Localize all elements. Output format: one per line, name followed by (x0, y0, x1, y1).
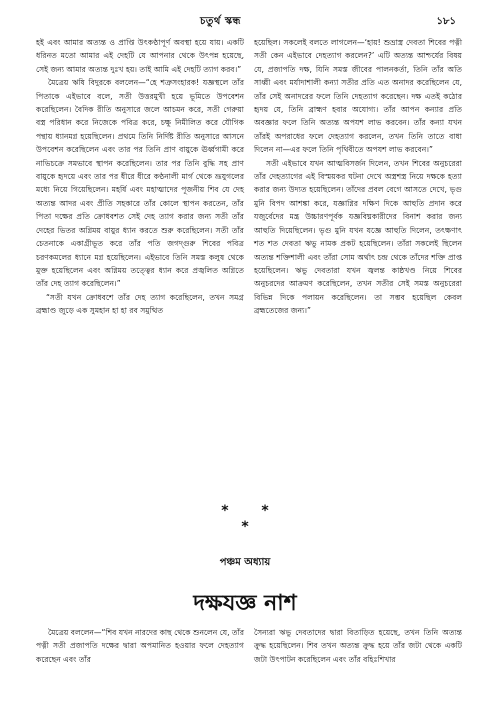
running-title: চতুর্থ স্কন্ধ (200, 16, 241, 27)
paragraph: মৈত্রেয় বললেন—“শিব যখন নারদের কাছ থেকে শুনলেন যে, তাঁর পত্নী সতী প্রজাপতি দক্ষের দ্বারা অপমানিত হওয়ার ফলে দেহত্যাগ করেছেন এবং তাঁর (36, 628, 245, 664)
chapter-left-column (36, 626, 244, 666)
page-number: ১৮১ (436, 16, 456, 27)
left-column (36, 36, 244, 318)
paragraph: হই এবং আমার অত্যন্ত ও প্রাপ্তি উৎকণ্ঠাপূর্ণ অবস্থা হয়ে যায়। একটি ধরিনত মতো আমার এই দেহটি যে আপনার থেকে উৎপন্ন হয়েছে, সেই জন্য আমার অত্যন্ত দুঃখ হয়। তাই আমি এই দেহটি ত্যাগ করব।” (36, 38, 244, 74)
paragraph: সতী এইভাবে যখন আত্মবিসর্জন দিলেন, তখন শিবের অনুচরেরা তাঁর দেহত্যাগের এই বিস্ময়কর ঘটনা দেখে অস্ত্রশস্ত্র নিয়ে দক্ষকে হত্যা করার জন্য উদ্যত হয়েছিলেন। তাঁদের প্রবল বেগে আসতে দেখে, ভৃগু মুনি বিপদ আশঙ্কা করে, যজ্ঞাগ্নির দক্ষিণ দিকে আহুতি প্রদান করে যজুর্বেদের মন্ত্র উচ্চারণপূর্বক যজ্ঞবিঘ্নকারীদের বিনাশ করার জন্য আহুতি দিয়েছিলেন। ভৃগু মুনি যখন যজ্ঞে আহুতি দিলেন, তৎক্ষণাৎ শত শত দেবতা ঋভু নামক প্রকট হয়েছিলেন। তাঁরা সকলেই ছিলেন অত্যন্ত শক্তিশালী এবং তাঁরা সোম অর্থাৎ চন্দ্র থেকে তাঁদের শক্তি প্রাপ্ত হয়েছিলেন। ঋভু দেবতারা যখন জ্বলন্ত কাষ্ঠখণ্ড নিয়ে শিবের অনুচরদের আক্রমণ করেছিলেন, তখন সতীর সেই সমস্ত অনুচরেরা বিভিন্ন দিকে পলায়ন করেছিলেন। তা সম্ভব হয়েছিল কেবল ব্রহ্মতেজের জন্য।” (254, 158, 462, 316)
chapter-right-column (254, 626, 462, 666)
running-header (0, 14, 490, 30)
section-ornament: * * * (221, 503, 283, 535)
paragraph: “সতী যখন ক্রোধবশে তাঁর দেহ ত্যাগ করেছিলেন, তখন সমগ্র ব্রহ্মাণ্ড জুড়ে এক সুমহান হা হা রব সমুত্থিত (36, 292, 244, 316)
chapter-title: দক্ষযজ্ঞ নাশ (193, 591, 297, 616)
paragraph: মৈত্রেয় ঋষি বিদুরকে বললেন—“হে শত্রুসংহারক! যজ্ঞস্থলে তাঁর পিতাকে এইভাবে বলে, সতী উত্তরমুখী হয়ে ভূমিতে উপবেশন করেছিলেন। বৈদিক রীতি অনুসারে জলে আচমন করে, সতী গেরুয়া বস্ত্র পরিধান করে নিজেকে পবিত্র করে, চক্ষু নিমীলিত করে যৌগিক পন্থায় ধ্যানমগ্ন হয়েছিলেন। প্রথমে তিনি নির্দিষ্ট রীতি অনুসারে আসনে উপবেশন করেছিলেন এবং তার পর তিনি প্রাণ বায়ুকে ঊর্ধ্বগামী করে নাভিচক্রে সমভাবে স্থাপন করেছিলেন। তার পর তিনি বুদ্ধি সহ প্রাণ বায়ুকে হৃদয়ে এবং তার পর ধীরে ধীরে কণ্ঠনালী মার্গ থেকে ভ্রূযুগলের মধ্যে নিয়ে গিয়েছিলেন। মহর্ষি এবং মহাত্মাদের পূজনীয় শিব যে দেহ অত্যন্ত আদর এবং প্রীতি সহকারে তাঁর কোলে স্থাপন করতেন, তাঁর পিতা দক্ষের প্রতি ক্রোধবশত সেই দেহ ত্যাগ করার জন্য সতী তাঁর দেহের ভিতর অগ্নিময় বায়ুর ধ্যান করতে শুরু করেছিলেন। সতী তাঁর চেতনাকে একাগ্রীভূত করে তাঁর পতি জগদ্গুরু শিবের পবিত্র চরণকমলের ধ্যানে মগ্ন হয়েছিলেন। এইভাবে তিনি সমস্ত কলুষ থেকে মুক্ত হয়েছিলেন এবং অগ্নিময় তত্ত্বের ধ্যান করে প্রজ্বলিত অগ্নিতে তাঁর দেহ ত্যাগ করেছিলেন।” (36, 78, 244, 289)
paragraph: সৈন্যরা ঋভু দেবতাদের দ্বারা বিতাড়িত হয়েছে, তখন তিনি অত্যন্ত ক্রুদ্ধ হয়েছিলেন। শিব তখন অত্যন্ত ক্রুদ্ধ হয়ে তাঁর জটা থেকে একটি জটা উৎপাটন করেছিলেন এবং তাঁর বহিঃশিখার (254, 628, 462, 664)
right-column (254, 36, 462, 318)
chapter-number: পঞ্চম অধ্যায় (219, 557, 271, 568)
paragraph: হয়েছিল। সকলেই বলতে লাগলেন—‘হায়! শুভ্রাস্ত্ৰ দেবতা শিবের পত্নী সতী কেন এইভাবে দেহত্যাগ করলেন?’ এটি অত্যন্ত আশ্চর্যের বিষয় যে, প্রজাপতি দক্ষ, যিনি সমস্ত জীবের পালনকর্তা, তিনি তাঁর অতি সাধ্বী এবং মর্যাদাশালী কন্যা সতীর প্রতি এত অনাদর করেছিলেন যে, তাঁর সেই অনাদরের ফলে তিনি দেহত্যাগ করেছেন। দক্ষ এতই কঠোর হৃদয় যে, তিনি ব্রাহ্মণ হবার অযোগ্য। তাঁর আপন কন্যার প্রতি অবজ্ঞার ফলে তিনি অত্যন্ত অপযশ লাভ করবেন। তাঁর কন্যা যখন তাঁরই অপরাধের ফলে দেহত্যাগ করলেন, তখন তিনি তাতে বাধা দিলেন না—এর ফলে তিনি পৃথিবীতে অপযশ লাভ করবেন।” (254, 38, 462, 155)
